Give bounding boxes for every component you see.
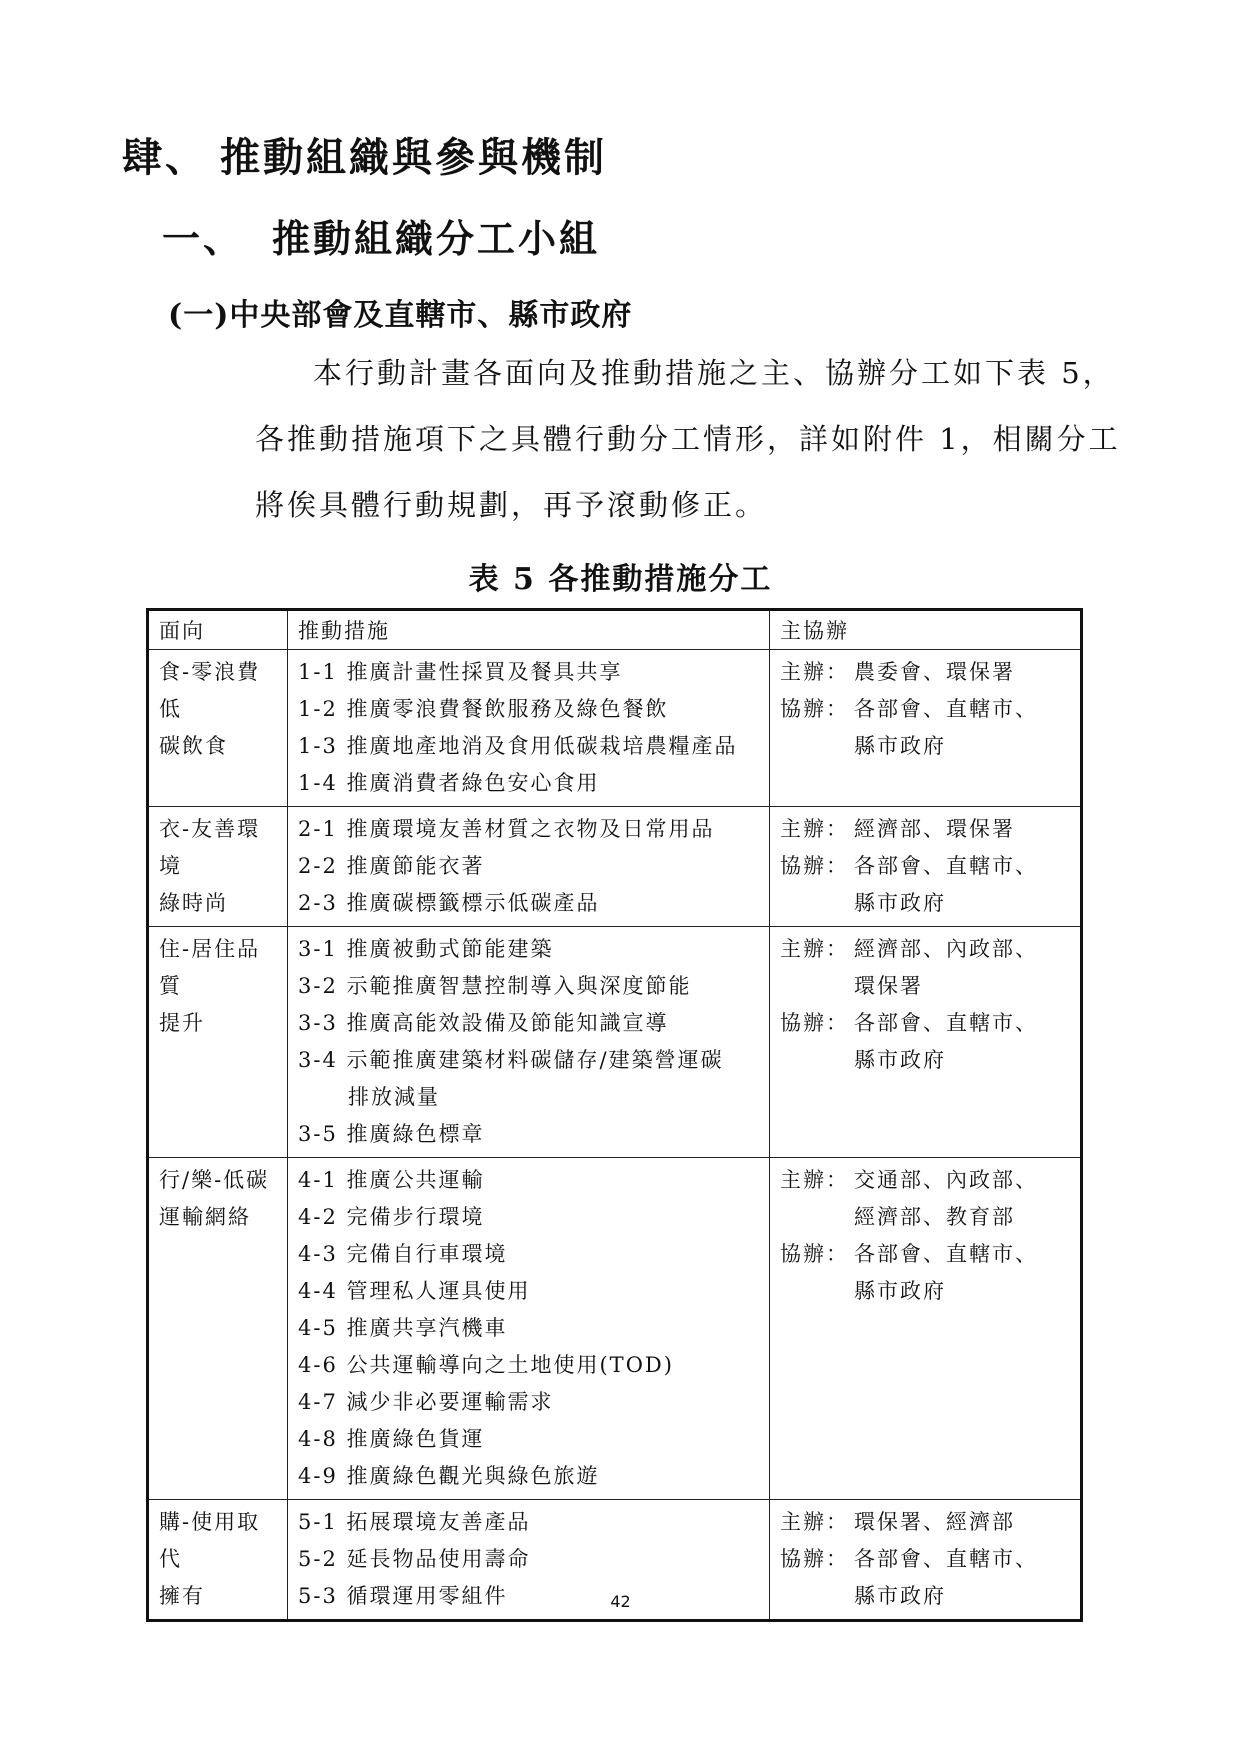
organizer-line: [780, 811, 1070, 848]
aspect-label-line: 衣-友善環境: [159, 817, 261, 878]
organizer-role: 主辦：: [780, 1168, 849, 1192]
aspect-label-line: 行/樂-低碳: [159, 1168, 270, 1192]
organizer-cell: [770, 1158, 1082, 1500]
page-number: 42: [610, 1592, 631, 1611]
measures-cell: [288, 650, 770, 807]
measure-item: 4-8 推廣綠色貨運: [298, 1427, 485, 1451]
aspect-label-line: 碳飲食: [159, 734, 228, 758]
organizer-cell: [770, 807, 1082, 927]
header-measures: 推動措施: [288, 610, 770, 650]
organizer-agencies: 各部會、直轄市、: [854, 854, 1038, 878]
organizer-role: 協辦：: [780, 1011, 849, 1035]
organizer-cell: [770, 650, 1082, 807]
organizer-cell: [770, 927, 1082, 1158]
organizer-agencies: 環保署: [854, 974, 923, 998]
header-aspect: 面向: [148, 610, 288, 650]
subsection-title: 推動組織分工小組: [272, 216, 601, 261]
organizer-role: [780, 1042, 854, 1079]
organizer-line: [780, 654, 1070, 691]
organizer-agencies: 縣市政府: [854, 891, 946, 915]
measure-item: 排放減量: [348, 1085, 440, 1109]
table-header-row: [148, 610, 1082, 650]
organizer-line: [780, 1005, 1070, 1042]
organizer-agencies: 交通部、內政部、: [854, 1168, 1038, 1192]
organizer-line: [780, 1273, 1070, 1310]
body-paragraph: [255, 340, 1125, 538]
measure-item: 4-6 公共運輸導向之土地使用(TOD): [298, 1353, 674, 1377]
measure-item: 1-4 推廣消費者綠色安心食用: [298, 771, 600, 795]
paragraph-line: 各推動措施項下之具體行動分工情形，詳如附件 1，相關分工: [255, 422, 1121, 456]
measures-cell: [288, 807, 770, 927]
organizer-agencies: 縣市政府: [854, 1279, 946, 1303]
organizer-role: [780, 968, 854, 1005]
organizer-agencies: 縣市政府: [854, 1048, 946, 1072]
organizer-agencies: 經濟部、環保署: [854, 817, 1015, 841]
measure-item: 4-5 推廣共享汽機車: [298, 1316, 508, 1340]
measure-item: 2-2 推廣節能衣著: [298, 854, 485, 878]
aspect-label-line: 運輸網絡: [159, 1205, 251, 1229]
organizer-role: [780, 885, 854, 922]
paragraph-line: 將俟具體行動規劃，再予滾動修正。: [255, 488, 768, 522]
table-caption: 表 5 各推動措施分工: [468, 562, 773, 597]
measure-item: 3-2 示範推廣智慧控制導入與深度節能: [298, 974, 692, 998]
measures-cell: [288, 1158, 770, 1500]
organizer-role: 協辦：: [780, 854, 849, 878]
organizer-line: [780, 1541, 1070, 1578]
organizer-agencies: 各部會、直轄市、: [854, 697, 1038, 721]
organizer-agencies: 農委會、環保署: [854, 660, 1015, 684]
aspect-label-line: 住-居住品質: [159, 937, 261, 998]
paragraph-line: 本行動計畫各面向及推動措施之主、協辦分工如下表 5，: [313, 356, 1115, 390]
organizer-role: [780, 1273, 854, 1310]
organizer-role: [780, 728, 854, 765]
aspect-label-line: 購-使用取代: [159, 1510, 261, 1571]
measure-item: 5-2 延長物品使用壽命: [298, 1547, 531, 1571]
measure-item: 3-4 示範推廣建築材料碳儲存/建築營運碳: [298, 1048, 724, 1072]
section-title: 推動組織與參與機制: [220, 134, 607, 181]
subsection-heading: [162, 208, 600, 263]
aspect-label-line: 綠時尚: [159, 891, 228, 915]
aspect-cell: [148, 1158, 288, 1500]
section-number: 肆、: [122, 134, 208, 181]
organizer-agencies: 縣市政府: [854, 1584, 946, 1608]
organizer-role: [780, 1199, 854, 1236]
measure-item: 1-2 推廣零浪費餐飲服務及綠色餐飲: [298, 697, 669, 721]
measure-item: 4-1 推廣公共運輸: [298, 1168, 485, 1192]
measure-item: 2-3 推廣碳標籤標示低碳產品: [298, 891, 600, 915]
measure-item: 1-3 推廣地產地消及食用低碳栽培農糧產品: [298, 734, 738, 758]
measures-table: [146, 608, 1083, 1622]
aspect-cell: [148, 807, 288, 927]
organizer-agencies: 各部會、直轄市、: [854, 1011, 1038, 1035]
aspect-cell: [148, 650, 288, 807]
aspect-cell: [148, 927, 288, 1158]
aspect-label-line: 擁有: [159, 1584, 205, 1608]
measure-item: 3-3 推廣高能效設備及節能知識宣導: [298, 1011, 669, 1035]
table-row: [148, 1158, 1082, 1500]
organizer-role: 主辦：: [780, 937, 849, 961]
organizer-line: [780, 728, 1070, 765]
aspect-label-line: 提升: [159, 1011, 205, 1035]
organizer-line: [780, 968, 1070, 1005]
organizer-line: [780, 1504, 1070, 1541]
measure-item: 4-3 完備自行車環境: [298, 1242, 508, 1266]
organizer-role: 主辦：: [780, 660, 849, 684]
organizer-role: 主辦：: [780, 817, 849, 841]
section-heading: [122, 126, 607, 183]
organizer-role: 主辦：: [780, 1510, 849, 1534]
organizer-line: [780, 848, 1070, 885]
measure-item: 4-9 推廣綠色觀光與綠色旅遊: [298, 1464, 600, 1488]
organizer-agencies: 各部會、直轄市、: [854, 1547, 1038, 1571]
measure-item: 4-2 完備步行環境: [298, 1205, 485, 1229]
measure-item: 5-1 拓展環境友善產品: [298, 1510, 531, 1534]
measure-item: 4-4 管理私人運具使用: [298, 1279, 531, 1303]
organizer-line: [780, 885, 1070, 922]
organizer-role: 協辦：: [780, 1547, 849, 1571]
organizer-line: [780, 1042, 1070, 1079]
measure-item: 1-1 推廣計畫性採買及餐具共享: [298, 660, 623, 684]
organizer-agencies: 各部會、直轄市、: [854, 1242, 1038, 1266]
measures-cell: [288, 927, 770, 1158]
organizer-agencies: 經濟部、教育部: [854, 1205, 1015, 1229]
measure-item: 2-1 推廣環境友善材質之衣物及日常用品: [298, 817, 715, 841]
table-row: [148, 927, 1082, 1158]
measure-item: 3-5 推廣綠色標章: [298, 1122, 485, 1146]
organizer-line: [780, 1199, 1070, 1236]
measure-item: 5-3 循環運用零組件: [298, 1584, 508, 1608]
measure-item: 4-7 減少非必要運輸需求: [298, 1390, 554, 1414]
organizer-line: [780, 1236, 1070, 1273]
header-organizer: 主協辦: [770, 610, 1082, 650]
organizer-line: [780, 691, 1070, 728]
organizer-line: [780, 931, 1070, 968]
organizer-agencies: 縣市政府: [854, 734, 946, 758]
table-row: [148, 807, 1082, 927]
organizer-agencies: 經濟部、內政部、: [854, 937, 1038, 961]
organizer-role: 協辦：: [780, 697, 849, 721]
table-row: [148, 650, 1082, 807]
aspect-label-line: 食-零浪費低: [159, 660, 261, 721]
organizer-agencies: 環保署、經濟部: [854, 1510, 1015, 1534]
subsection-number: 一、: [162, 216, 245, 261]
measure-item: 3-1 推廣被動式節能建築: [298, 937, 554, 961]
organizer-line: [780, 1162, 1070, 1199]
organizer-role: 協辦：: [780, 1242, 849, 1266]
sub-subsection-heading: (一)中央部會及直轄市、縣市政府: [168, 298, 633, 333]
